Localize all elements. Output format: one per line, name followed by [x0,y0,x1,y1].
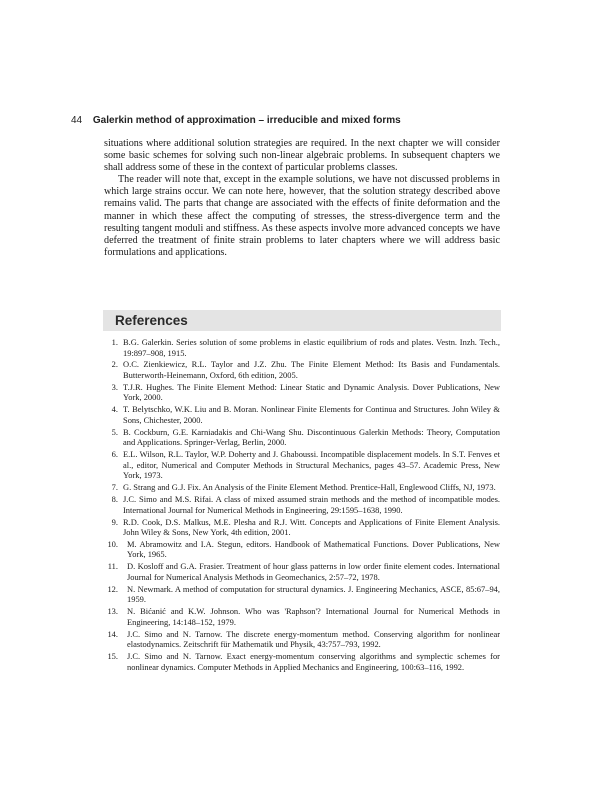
reference-number: 4. [111,404,118,415]
reference-text: B. Cockburn, G.E. Karniadakis and Chi-Wang Shu. Discontinuous Galerkin Methods: Theory, Computation and Applications. Springer-Verlag, Berlin, 2000. [123,426,500,448]
reference-item [108,359,500,380]
reference-text: N. Newmark. A method of computation for structural dynamics. J. Engineering Mechanics, ASCE, 85:67–94, 1959. [127,583,500,605]
page-number: 44 [71,115,83,126]
reference-number: 10. [107,538,118,549]
reference-number: 3. [111,381,118,392]
chapter-running-title: Galerkin method of approximation – irreducible and mixed forms [92,115,401,126]
reference-item [108,629,500,650]
reference-text: J.C. Simo and N. Tarnow. Exact energy-momentum conserving algorithms and symplectic schemes for nonlinear dynamics. Computer Methods in Applied Mechanics and Engineering, 100:63–116, 1992. [127,651,500,672]
reference-item [108,584,500,605]
reference-item [108,539,500,560]
reference-item [108,404,500,425]
reference-item [108,482,500,493]
reference-text: O.C. Zienkiewicz, R.L. Taylor and J.Z. Zhu. The Finite Element Method: Its Basis and Fundamentals. Butterworth-Heinemann, Oxford, 6th edition, 2005. [123,359,500,380]
paragraph: The reader will note that, except in the example solutions, we have not discussed problems in which large strains occur. We can note here, however, that the solution strategy described above remains valid. The parts that change are associated with the effects of finite deformation and the manner in which these affect the computing of stresses, the stress-divergence term and the resulting tangent moduli and stiffness. As these aspects involve more advanced concepts we have deferred the treatment of finite strain problems to later chapters where we will address basic formulations and applications. [104,174,500,258]
reference-text: J.C. Simo and M.S. Rifai. A class of mixed assumed strain methods and the method of incompatible modes. International Journal for Numerical Methods in Engineering, 29:1595–1638, 1990. [123,494,500,515]
reference-text: M. Abramowitz and I.A. Stegun, editors. Handbook of Mathematical Functions. Dover Publications, New York, 1965. [127,538,500,560]
running-header [71,114,511,128]
reference-number: 7. [111,482,118,493]
reference-text: T. Belytschko, W.K. Liu and B. Moran. Nonlinear Finite Elements for Continua and Structures. John Wiley & Sons, Chichester, 2000. [123,404,500,425]
references-heading: References [103,310,501,331]
reference-text: B.G. Galerkin. Series solution of some problems in elastic equilibrium of rods and plates. Vestn. Inzh. Tech., 19:897–908, 1915. [123,337,500,358]
reference-number: 5. [111,426,118,437]
reference-item [108,337,500,358]
reference-item [108,651,500,672]
reference-number: 1. [111,337,118,347]
reference-item [108,606,500,627]
reference-item [108,561,500,582]
reference-text: T.J.R. Hughes. The Finite Element Method: Linear Static and Dynamic Analysis. Dover Publications, New York, 2000. [123,381,500,403]
reference-number: 13. [107,606,118,617]
reference-number: 2. [111,359,118,370]
reference-text: J.C. Simo and N. Tarnow. The discrete energy-momentum method. Conserving algorithm for nonlinear elastodynamics. Zeitschrift für Mathematik und Physik, 43:757–793, 1992. [127,628,500,650]
reference-number: 8. [111,494,118,505]
reference-number: 12. [107,583,118,594]
reference-number: 11. [107,561,118,572]
reference-number: 6. [111,449,118,460]
reference-item [108,449,500,481]
reference-text: D. Kosloff and G.A. Frasier. Treatment of hour glass patterns in low order finite element codes. International Journal for Numerical Analysis Methods in Geomechanics, 2:57–72, 1978. [127,561,500,582]
paragraph: situations where additional solution strategies are required. In the next chapter we will consider some basic schemes for solving such non-linear algebraic problems. In subsequent chapters we shall address some of these in the context of particular problems classes. [104,138,500,174]
reference-number: 14. [107,628,118,639]
reference-text: G. Strang and G.J. Fix. An Analysis of the Finite Element Method. Prentice-Hall, Englewood Cliffs, NJ, 1973. [123,482,496,493]
reference-text: R.D. Cook, D.S. Malkus, M.E. Plesha and R.J. Witt. Concepts and Applications of Finite Element Analysis. John Wiley & Sons, New York, 4th edition, 2001. [123,516,500,538]
reference-item [108,517,500,538]
reference-list [108,337,500,674]
reference-text: N. Bićanić and K.W. Johnson. Who was 'Raphson'? International Journal for Numerical Methods in Engineering, 14:148–152, 1979. [127,606,500,627]
reference-number: 9. [111,516,118,527]
reference-text: E.L. Wilson, R.L. Taylor, W.P. Doherty and J. Ghaboussi. Incompatible displacement models. In S.T. Fenves et al., editor, Numerical and Computer Methods in Structural Mechanics, pages 43–57. Academic Press, New York, 1973. [123,449,500,481]
reference-item [108,494,500,515]
reference-item [108,382,500,403]
reference-item [108,427,500,448]
body-text [104,138,500,259]
reference-number: 15. [107,651,118,662]
